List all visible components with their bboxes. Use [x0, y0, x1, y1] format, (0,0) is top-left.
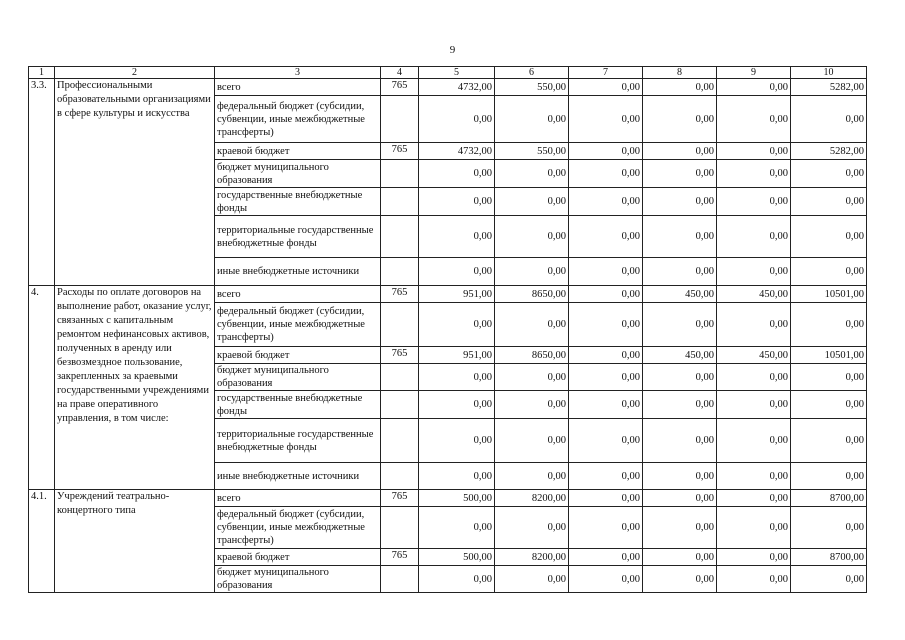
amount-cell: 8200,00 — [495, 490, 569, 507]
header-cell: 2 — [55, 67, 215, 79]
amount-cell: 0,00 — [569, 143, 643, 160]
funding-source: всего — [215, 490, 381, 507]
amount-cell: 0,00 — [495, 303, 569, 347]
amount-cell: 0,00 — [419, 391, 495, 419]
amount-cell: 951,00 — [419, 286, 495, 303]
table-row — [29, 79, 867, 96]
amount-cell: 0,00 — [569, 96, 643, 143]
amount-cell: 0,00 — [643, 507, 717, 549]
amount-cell: 0,00 — [717, 391, 791, 419]
amount-cell: 0,00 — [791, 566, 867, 593]
amount-cell: 8650,00 — [495, 347, 569, 364]
budget-code — [381, 463, 419, 490]
amount-cell: 0,00 — [569, 286, 643, 303]
amount-cell: 0,00 — [495, 364, 569, 391]
funding-source: иные внебюджетные источники — [215, 258, 381, 286]
budget-code: 765 — [381, 143, 419, 160]
amount-cell: 0,00 — [643, 143, 717, 160]
budget-code — [381, 96, 419, 143]
header-cell: 1 — [29, 67, 55, 79]
funding-source: всего — [215, 286, 381, 303]
budget-code — [381, 160, 419, 188]
amount-cell: 0,00 — [569, 490, 643, 507]
budget-code — [381, 566, 419, 593]
item-name: Учреждений театрально-концертного типа — [55, 490, 215, 593]
amount-cell: 0,00 — [643, 549, 717, 566]
amount-cell: 0,00 — [643, 463, 717, 490]
funding-source: бюджет муниципального образования — [215, 160, 381, 188]
amount-cell: 0,00 — [569, 391, 643, 419]
amount-cell: 0,00 — [569, 258, 643, 286]
amount-cell: 0,00 — [569, 549, 643, 566]
budget-code: 765 — [381, 79, 419, 96]
amount-cell: 550,00 — [495, 79, 569, 96]
amount-cell: 500,00 — [419, 549, 495, 566]
header-cell: 9 — [717, 67, 791, 79]
amount-cell: 0,00 — [569, 419, 643, 463]
amount-cell: 0,00 — [717, 303, 791, 347]
amount-cell: 0,00 — [791, 160, 867, 188]
amount-cell: 0,00 — [419, 419, 495, 463]
amount-cell: 0,00 — [717, 419, 791, 463]
amount-cell: 10501,00 — [791, 347, 867, 364]
header-cell: 4 — [381, 67, 419, 79]
header-cell: 10 — [791, 67, 867, 79]
amount-cell: 0,00 — [643, 490, 717, 507]
amount-cell: 0,00 — [643, 566, 717, 593]
amount-cell: 0,00 — [791, 419, 867, 463]
amount-cell: 0,00 — [643, 303, 717, 347]
budget-table — [28, 66, 867, 593]
amount-cell: 0,00 — [717, 566, 791, 593]
amount-cell: 0,00 — [419, 566, 495, 593]
budget-code: 765 — [381, 347, 419, 364]
header-cell: 6 — [495, 67, 569, 79]
amount-cell: 0,00 — [717, 216, 791, 258]
amount-cell: 0,00 — [419, 303, 495, 347]
amount-cell: 0,00 — [495, 419, 569, 463]
amount-cell: 0,00 — [717, 188, 791, 216]
amount-cell: 0,00 — [495, 391, 569, 419]
amount-cell: 0,00 — [717, 96, 791, 143]
amount-cell: 0,00 — [791, 216, 867, 258]
item-number: 3.3. — [29, 79, 55, 286]
funding-source: территориальные государственные внебюджетные фонды — [215, 419, 381, 463]
budget-code: 765 — [381, 490, 419, 507]
amount-cell: 0,00 — [495, 463, 569, 490]
amount-cell: 0,00 — [717, 160, 791, 188]
table-row — [29, 286, 867, 303]
amount-cell: 0,00 — [643, 79, 717, 96]
header-row — [29, 67, 867, 79]
amount-cell: 0,00 — [717, 258, 791, 286]
amount-cell: 0,00 — [569, 79, 643, 96]
amount-cell: 0,00 — [643, 364, 717, 391]
amount-cell: 0,00 — [495, 258, 569, 286]
amount-cell: 0,00 — [569, 463, 643, 490]
budget-code — [381, 258, 419, 286]
amount-cell: 0,00 — [419, 188, 495, 216]
amount-cell: 0,00 — [569, 160, 643, 188]
amount-cell: 0,00 — [791, 258, 867, 286]
item-number: 4. — [29, 286, 55, 490]
amount-cell: 8650,00 — [495, 286, 569, 303]
header-cell: 3 — [215, 67, 381, 79]
amount-cell: 500,00 — [419, 490, 495, 507]
budget-code — [381, 507, 419, 549]
budget-code — [381, 364, 419, 391]
amount-cell: 0,00 — [495, 216, 569, 258]
amount-cell: 0,00 — [495, 96, 569, 143]
amount-cell: 0,00 — [717, 79, 791, 96]
amount-cell: 0,00 — [791, 507, 867, 549]
amount-cell: 450,00 — [717, 286, 791, 303]
amount-cell: 0,00 — [419, 364, 495, 391]
funding-source: государственные внебюджетные фонды — [215, 391, 381, 419]
item-name: Профессиональными образовательными организациями в сфере культуры и искусства — [55, 79, 215, 286]
funding-source: государственные внебюджетные фонды — [215, 188, 381, 216]
amount-cell: 0,00 — [643, 160, 717, 188]
amount-cell: 0,00 — [569, 347, 643, 364]
amount-cell: 0,00 — [495, 566, 569, 593]
header-cell: 8 — [643, 67, 717, 79]
funding-source: бюджет муниципального образования — [215, 364, 381, 391]
amount-cell: 8200,00 — [495, 549, 569, 566]
amount-cell: 10501,00 — [791, 286, 867, 303]
amount-cell: 0,00 — [569, 364, 643, 391]
item-name: Расходы по оплате договоров на выполнение работ, оказание услуг, связанных с капитальным ремонтом нефинансовых активов, полученных в аренду или безвозмездное пользование, закрепленных за краевыми государственными учреждениями на праве оперативного управления, в том числе: — [55, 286, 215, 490]
amount-cell: 0,00 — [717, 507, 791, 549]
amount-cell: 0,00 — [717, 490, 791, 507]
budget-code: 765 — [381, 286, 419, 303]
amount-cell: 0,00 — [569, 566, 643, 593]
amount-cell: 0,00 — [419, 216, 495, 258]
amount-cell: 550,00 — [495, 143, 569, 160]
funding-source: иные внебюджетные источники — [215, 463, 381, 490]
header-cell: 7 — [569, 67, 643, 79]
funding-source: территориальные государственные внебюджетные фонды — [215, 216, 381, 258]
funding-source: федеральный бюджет (субсидии, субвенции, иные межбюджетные трансферты) — [215, 96, 381, 143]
amount-cell: 5282,00 — [791, 79, 867, 96]
amount-cell: 5282,00 — [791, 143, 867, 160]
amount-cell: 0,00 — [717, 463, 791, 490]
amount-cell: 0,00 — [495, 507, 569, 549]
amount-cell: 951,00 — [419, 347, 495, 364]
amount-cell: 0,00 — [643, 216, 717, 258]
amount-cell: 0,00 — [419, 507, 495, 549]
amount-cell: 0,00 — [717, 549, 791, 566]
amount-cell: 0,00 — [569, 507, 643, 549]
amount-cell: 0,00 — [569, 216, 643, 258]
amount-cell: 0,00 — [643, 188, 717, 216]
amount-cell: 450,00 — [643, 286, 717, 303]
header-cell: 5 — [419, 67, 495, 79]
amount-cell: 0,00 — [717, 143, 791, 160]
amount-cell: 0,00 — [643, 258, 717, 286]
funding-source: бюджет муниципального образования — [215, 566, 381, 593]
funding-source: краевой бюджет — [215, 347, 381, 364]
budget-code — [381, 419, 419, 463]
amount-cell: 0,00 — [643, 96, 717, 143]
amount-cell: 8700,00 — [791, 490, 867, 507]
amount-cell: 8700,00 — [791, 549, 867, 566]
amount-cell: 0,00 — [419, 160, 495, 188]
budget-code — [381, 216, 419, 258]
budget-code — [381, 303, 419, 347]
budget-code: 765 — [381, 549, 419, 566]
amount-cell: 0,00 — [419, 463, 495, 490]
funding-source: всего — [215, 79, 381, 96]
budget-code — [381, 188, 419, 216]
amount-cell: 450,00 — [643, 347, 717, 364]
amount-cell: 450,00 — [717, 347, 791, 364]
amount-cell: 0,00 — [717, 364, 791, 391]
funding-source: краевой бюджет — [215, 549, 381, 566]
funding-source: краевой бюджет — [215, 143, 381, 160]
amount-cell: 0,00 — [643, 419, 717, 463]
page-number: 9 — [449, 44, 456, 56]
funding-source: федеральный бюджет (субсидии, субвенции, иные межбюджетные трансферты) — [215, 507, 381, 549]
table-row — [29, 490, 867, 507]
amount-cell: 0,00 — [791, 463, 867, 490]
amount-cell: 4732,00 — [419, 143, 495, 160]
budget-code — [381, 391, 419, 419]
amount-cell: 0,00 — [419, 96, 495, 143]
amount-cell: 0,00 — [791, 364, 867, 391]
amount-cell: 4732,00 — [419, 79, 495, 96]
funding-source: федеральный бюджет (субсидии, субвенции, иные межбюджетные трансферты) — [215, 303, 381, 347]
amount-cell: 0,00 — [791, 391, 867, 419]
amount-cell: 0,00 — [569, 188, 643, 216]
amount-cell: 0,00 — [569, 303, 643, 347]
amount-cell: 0,00 — [791, 303, 867, 347]
item-number: 4.1. — [29, 490, 55, 593]
amount-cell: 0,00 — [791, 188, 867, 216]
amount-cell: 0,00 — [791, 96, 867, 143]
amount-cell: 0,00 — [495, 160, 569, 188]
amount-cell: 0,00 — [495, 188, 569, 216]
amount-cell: 0,00 — [643, 391, 717, 419]
amount-cell: 0,00 — [419, 258, 495, 286]
